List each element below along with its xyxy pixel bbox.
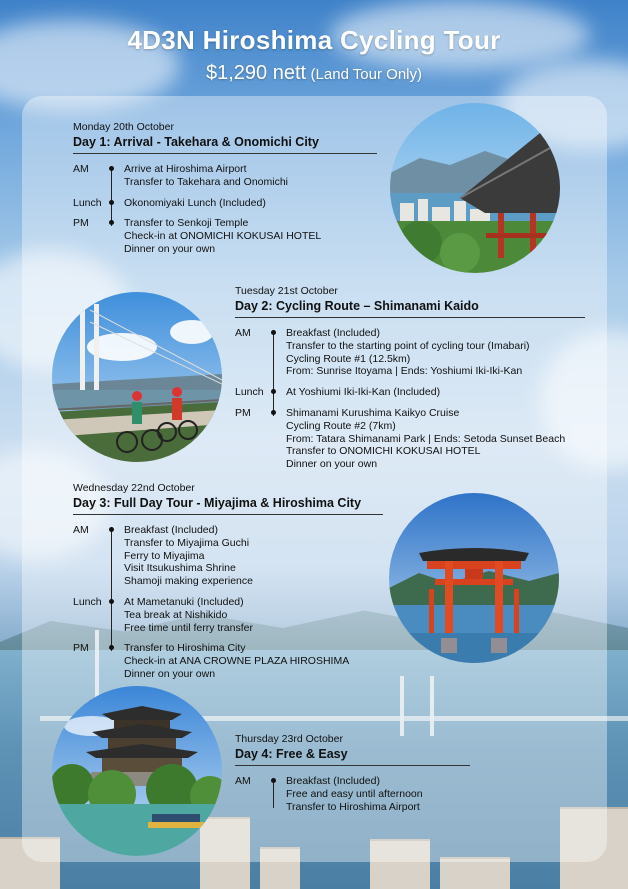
schedule-item: Cycling Route #1 (12.5km) [286, 352, 411, 365]
schedule-item: Check-in at ONOMICHI KOKUSAI HOTEL [124, 230, 322, 243]
hiroshima-castle-photo [52, 686, 222, 856]
price-line [0, 62, 628, 85]
day-date: Wednesday 22nd October [73, 482, 195, 494]
day-1-block [73, 121, 377, 264]
day-title: Day 4: Free & Easy [235, 747, 470, 766]
schedule-item: Breakfast (Included) [286, 327, 380, 339]
schedule-row-pm [235, 407, 585, 471]
timeline-dot [271, 410, 276, 415]
timeline-dot [271, 389, 276, 394]
schedule-row-am [235, 327, 585, 378]
schedule-item: Transfer to Takehara and Onomichi [124, 175, 289, 188]
price-amount: $1,290 nett [206, 62, 307, 84]
schedule-item: Transfer to Miyajima Guchi [124, 536, 250, 549]
timeline-dot [109, 645, 114, 650]
day-2-block [235, 285, 585, 479]
cycling-bridge-photo [52, 292, 222, 462]
schedule-item: From: Sunrise Itoyama | Ends: Yoshiumi Iki-Iki-Kan [286, 365, 523, 378]
slot-label: AM [235, 775, 251, 787]
schedule-row-lunch [235, 386, 585, 399]
day-title: Day 2: Cycling Route – Shimanami Kaido [235, 299, 585, 318]
slot-label: Lunch [73, 196, 102, 209]
schedule-item: Free and easy until afternoon [286, 787, 423, 800]
schedule-item: Shamoji making experience [124, 575, 253, 588]
schedule-item: Transfer to the starting point of cycling tour (Imabari) [286, 339, 530, 352]
schedule-item: Check-in at ANA CROWNE PLAZA HIROSHIMA [124, 655, 350, 668]
itsukushima-torii-photo [389, 493, 559, 663]
schedule-row-lunch [73, 197, 377, 210]
schedule-item: At Mametanuki (Included) [124, 595, 244, 608]
schedule-row-am [73, 524, 383, 588]
schedule-item: Transfer to ONOMICHI KOKUSAI HOTEL [286, 445, 481, 458]
timeline-dot [271, 330, 276, 335]
schedule-item: Visit Itsukushima Shrine [124, 562, 236, 575]
slot-label: AM [73, 524, 89, 536]
price-note: (Land Tour Only) [310, 66, 422, 83]
schedule-item: Free time until ferry transfer [124, 621, 253, 634]
slot-label: AM [235, 327, 251, 339]
slot-label: PM [235, 406, 251, 419]
schedule-item: Transfer to Hiroshima Airport [286, 800, 420, 813]
day-3-block [73, 482, 383, 689]
schedule-item: Shimanami Kurushima Kaikyo Cruise [286, 406, 460, 419]
schedule-item: Cycling Route #2 (7km) [286, 419, 396, 432]
slot-label: Lunch [235, 386, 264, 399]
onomichi-temple-photo [390, 103, 560, 273]
day-date: Thursday 23rd October [235, 733, 343, 745]
day-4-block [235, 733, 470, 821]
timeline-dot [109, 599, 114, 604]
timeline-dot [271, 778, 276, 783]
schedule-item: Dinner on your own [286, 458, 378, 471]
schedule-item: Ferry to Miyajima [124, 549, 205, 562]
schedule-item: Okonomiyaki Lunch (Included) [124, 196, 266, 209]
page-title: 4D3N Hiroshima Cycling Tour [127, 25, 501, 55]
day-title: Day 1: Arrival - Takehara & Onomichi City [73, 135, 377, 154]
schedule-item: Dinner on your own [124, 667, 216, 680]
schedule-item: Transfer to Senkoji Temple [124, 217, 249, 230]
schedule-item: From: Tatara Shimanami Park | Ends: Setoda Sunset Beach [286, 432, 566, 445]
schedule-row-pm [73, 642, 383, 680]
slot-label: PM [73, 642, 89, 655]
day-date: Monday 20th October [73, 121, 174, 133]
schedule-row-am [73, 163, 377, 189]
schedule-item: Arrive at Hiroshima Airport [124, 163, 247, 175]
schedule-row-lunch [73, 596, 383, 634]
schedule-item: At Yoshiumi Iki-Iki-Kan (Included) [286, 386, 441, 399]
schedule-item: Dinner on your own [124, 242, 216, 255]
timeline-dot [109, 200, 114, 205]
slot-label: AM [73, 163, 89, 175]
schedule-item: Tea break at Nishikido [124, 608, 228, 621]
schedule-item: Breakfast (Included) [124, 524, 218, 536]
timeline-dot [109, 220, 114, 225]
timeline-dot [109, 166, 114, 171]
slot-label: PM [73, 217, 89, 230]
day-title: Day 3: Full Day Tour - Miyajima & Hiroshima City [73, 496, 383, 515]
schedule-item: Transfer to Hiroshima City [124, 642, 246, 655]
schedule-row-am [235, 775, 470, 813]
timeline-dot [109, 527, 114, 532]
schedule-item: Breakfast (Included) [286, 775, 380, 787]
day-date: Tuesday 21st October [235, 285, 338, 297]
schedule-row-pm [73, 217, 377, 255]
slot-label: Lunch [73, 595, 102, 608]
